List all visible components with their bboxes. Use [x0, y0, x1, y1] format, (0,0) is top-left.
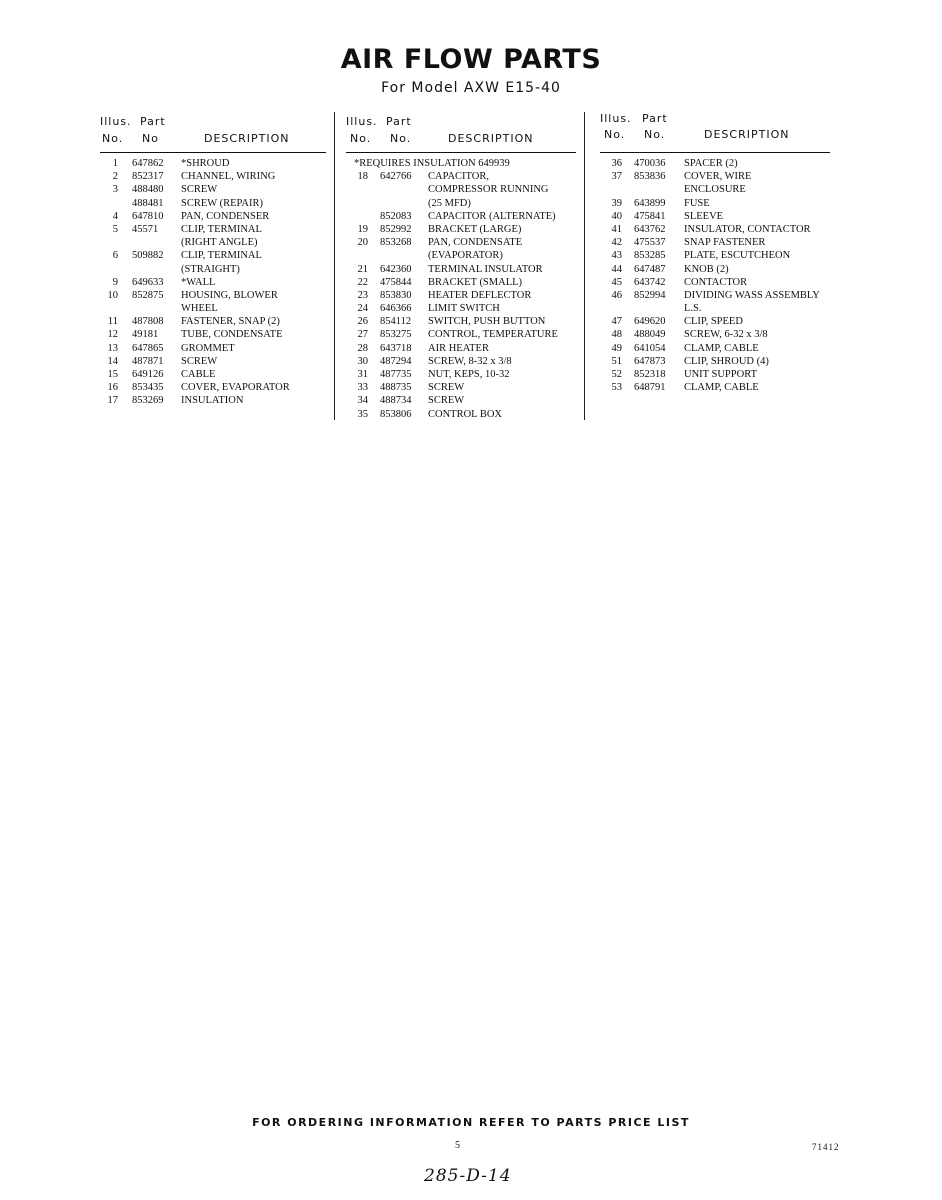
- illus-number: 21: [357, 263, 368, 275]
- table-row: [100, 276, 326, 289]
- part-number: 475844: [380, 276, 412, 288]
- table-row: [600, 289, 830, 302]
- part-description: DIVIDING WASS ASSEMBLY: [684, 289, 820, 301]
- part-description: SNAP FASTENER: [684, 237, 766, 249]
- illus-number: 16: [107, 382, 118, 394]
- illus-number: 2: [112, 171, 118, 183]
- part-number: 853268: [380, 237, 412, 249]
- table-row: [100, 328, 326, 341]
- table-row: [346, 183, 576, 196]
- part-description: HOUSING, BLOWER: [181, 289, 278, 301]
- part-number: 643899: [634, 197, 666, 209]
- part-description: (RIGHT ANGLE): [181, 237, 258, 249]
- part-number: 853285: [634, 250, 666, 262]
- illus-number: 12: [107, 329, 118, 341]
- table-row: [100, 223, 326, 236]
- part-description: CLIP, TERMINAL: [181, 250, 262, 262]
- table-row: [100, 157, 326, 170]
- illus-number: 37: [611, 171, 622, 183]
- part-description: COVER, EVAPORATOR: [181, 382, 290, 394]
- parts-column-2: [346, 112, 576, 421]
- part-description: WHEEL: [181, 303, 218, 315]
- part-number: 854112: [380, 316, 412, 328]
- illus-number: 6: [112, 250, 118, 262]
- table-row: [100, 342, 326, 355]
- parts-column-1: [100, 112, 326, 408]
- part-number: 649620: [634, 316, 666, 328]
- table-row: [346, 302, 576, 315]
- illus-number: 28: [357, 342, 368, 354]
- part-number: 487735: [380, 369, 412, 381]
- part-description: SCREW, 8-32 x 3/8: [428, 355, 512, 367]
- illus-number: 51: [611, 355, 622, 367]
- part-number: 49181: [132, 329, 159, 341]
- part-number: 488735: [380, 382, 412, 394]
- part-description: SLEEVE: [684, 210, 724, 222]
- table-row: [100, 368, 326, 381]
- table-row: [600, 223, 830, 236]
- header-description: DESCRIPTION: [448, 132, 534, 145]
- part-description: AIR HEATER: [428, 342, 489, 354]
- parts-column-3: [600, 112, 830, 394]
- part-number: 641054: [634, 342, 666, 354]
- table-row: [346, 236, 576, 249]
- table-row: [346, 368, 576, 381]
- header-part-no: No: [142, 132, 159, 145]
- table-row: [600, 342, 830, 355]
- part-number: 475537: [634, 237, 666, 249]
- table-row: [346, 197, 576, 210]
- table-row: [100, 249, 326, 262]
- part-number: 488481: [132, 197, 164, 209]
- table-row: [346, 328, 576, 341]
- table-row: [100, 263, 326, 276]
- illus-number: 47: [611, 316, 622, 328]
- table-row: [600, 236, 830, 249]
- part-description: *SHROUD: [181, 158, 230, 169]
- part-description: SCREW, 6-32 x 3/8: [684, 329, 768, 341]
- part-description: (STRAIGHT): [181, 263, 240, 275]
- parts-list: [346, 170, 576, 421]
- illus-number: 39: [611, 197, 622, 209]
- part-description: INSULATION: [181, 395, 244, 407]
- illus-number: 13: [107, 342, 118, 354]
- table-row: [100, 302, 326, 315]
- part-description: SCREW: [181, 355, 218, 367]
- illus-number: 27: [357, 329, 368, 341]
- part-description: CONTROL BOX: [428, 408, 502, 420]
- part-description: SCREW (REPAIR): [181, 197, 263, 209]
- part-description: SCREW: [428, 382, 465, 394]
- header-part-no: No.: [644, 128, 666, 141]
- part-description: HEATER DEFLECTOR: [428, 289, 532, 301]
- part-number: 488049: [634, 329, 666, 341]
- part-number: 643742: [634, 276, 666, 288]
- column-divider: [334, 112, 335, 420]
- page-subtitle: For Model AXW E15-40: [381, 80, 561, 96]
- table-row: [346, 263, 576, 276]
- part-description: CHANNEL, WIRING: [181, 171, 276, 183]
- part-number: 45571: [132, 223, 159, 235]
- part-number: 475841: [634, 210, 666, 222]
- table-row: [346, 408, 576, 421]
- part-number: 852875: [132, 289, 164, 301]
- illus-number: 5: [112, 223, 118, 235]
- parts-list: [100, 153, 326, 408]
- table-row: [346, 342, 576, 355]
- part-description: *WALL: [181, 276, 216, 288]
- illus-number: 17: [107, 395, 118, 407]
- part-description: FUSE: [684, 197, 710, 209]
- table-row: [600, 328, 830, 341]
- table-row: [600, 263, 830, 276]
- part-description: CONTROL, TEMPERATURE: [428, 329, 558, 341]
- header-illus: Illus.: [346, 115, 378, 128]
- table-row: [600, 157, 830, 170]
- illus-number: 43: [611, 250, 622, 262]
- illus-number: 15: [107, 369, 118, 380]
- part-number: 853435: [132, 382, 164, 394]
- part-number: 488734: [380, 395, 412, 407]
- part-number: 648791: [634, 382, 666, 394]
- illus-number: 26: [357, 316, 368, 328]
- illus-number: 3: [112, 184, 118, 196]
- table-row: [600, 276, 830, 289]
- part-number: 649633: [132, 276, 164, 288]
- part-description: TUBE, CONDENSATE: [181, 329, 283, 341]
- part-number: 643718: [380, 342, 412, 354]
- illus-number: 41: [611, 223, 622, 235]
- illus-number: 19: [357, 223, 368, 235]
- part-description: (EVAPORATOR): [428, 250, 503, 262]
- illus-number: 9: [112, 276, 118, 288]
- part-description: PAN, CONDENSER: [181, 210, 270, 222]
- document-number: 71412: [812, 1142, 840, 1152]
- part-number: 487294: [380, 355, 412, 367]
- part-number: 647810: [132, 210, 164, 222]
- part-description: FASTENER, SNAP (2): [181, 316, 280, 328]
- part-description: SWITCH, PUSH BUTTON: [428, 316, 546, 328]
- part-description: INSULATOR, CONTACTOR: [684, 223, 811, 235]
- header-description: DESCRIPTION: [204, 132, 290, 145]
- part-description: ENCLOSURE: [684, 184, 746, 196]
- table-row: [600, 170, 830, 183]
- part-description: LIMIT SWITCH: [428, 303, 500, 315]
- table-row: [346, 381, 576, 394]
- part-description: CLAMP, CABLE: [684, 342, 759, 354]
- illus-number: 45: [611, 276, 622, 288]
- part-description: TERMINAL INSULATOR: [428, 263, 543, 275]
- header-no: No.: [350, 132, 372, 145]
- illus-number: 11: [107, 316, 118, 328]
- part-number: 470036: [634, 158, 666, 169]
- part-description: SCREW: [428, 395, 465, 407]
- part-description: CABLE: [181, 369, 216, 380]
- part-number: 509882: [132, 250, 164, 262]
- page-number: 5: [455, 1140, 460, 1151]
- part-description: COMPRESSOR RUNNING: [428, 184, 549, 196]
- table-row: [346, 355, 576, 368]
- table-row: [600, 355, 830, 368]
- header-part: Part: [140, 115, 166, 128]
- table-row: [100, 289, 326, 302]
- part-number: 853830: [380, 289, 412, 301]
- part-description: NUT, KEPS, 10-32: [428, 369, 510, 381]
- illus-number: 33: [357, 382, 368, 394]
- table-row: [600, 249, 830, 262]
- part-number: 647862: [132, 158, 164, 169]
- table-row: [100, 236, 326, 249]
- illus-number: 24: [357, 303, 368, 315]
- illus-number: 52: [611, 369, 622, 380]
- part-number: 647865: [132, 342, 164, 354]
- table-row: [600, 315, 830, 328]
- part-description: CLIP, SHROUD (4): [684, 355, 769, 367]
- illus-number: 30: [357, 355, 368, 367]
- part-number: 487808: [132, 316, 164, 328]
- table-row: [346, 249, 576, 262]
- header-illus: Illus.: [100, 115, 132, 128]
- part-number: 647873: [634, 355, 666, 367]
- part-description: PLATE, ESCUTCHEON: [684, 250, 791, 262]
- part-number: 647487: [634, 263, 666, 275]
- table-row: [100, 394, 326, 407]
- illus-number: 53: [611, 382, 622, 394]
- table-row: [346, 276, 576, 289]
- ordering-info-footer: FOR ORDERING INFORMATION REFER TO PARTS PRICE LIST: [252, 1116, 690, 1129]
- table-row: [600, 302, 830, 315]
- header-part: Part: [642, 112, 668, 125]
- header-part: Part: [386, 115, 412, 128]
- part-description: CLAMP, CABLE: [684, 382, 759, 394]
- illus-number: 1: [112, 158, 118, 169]
- part-number: 649126: [132, 369, 164, 380]
- illus-number: 22: [357, 276, 368, 288]
- part-description: BRACKET (LARGE): [428, 223, 522, 235]
- header-description: DESCRIPTION: [704, 128, 790, 141]
- column-header: [100, 112, 326, 153]
- illus-number: 4: [112, 210, 118, 222]
- part-description: COVER, WIRE: [684, 171, 752, 183]
- table-row: [346, 210, 576, 223]
- part-number: 643762: [634, 223, 666, 235]
- part-description: CLIP, SPEED: [684, 316, 743, 328]
- header-no: No.: [604, 128, 626, 141]
- header-no: No.: [102, 132, 124, 145]
- table-row: [346, 394, 576, 407]
- table-row: [346, 223, 576, 236]
- part-number: 487871: [132, 355, 164, 367]
- part-number: 853836: [634, 171, 666, 183]
- illus-number: 36: [611, 158, 622, 169]
- part-description: CLIP, TERMINAL: [181, 223, 262, 235]
- table-row: [100, 355, 326, 368]
- table-row: [346, 170, 576, 183]
- part-number: 852994: [634, 289, 666, 301]
- table-row: [100, 315, 326, 328]
- part-description: UNIT SUPPORT: [684, 369, 757, 380]
- table-row: [600, 183, 830, 196]
- part-description: BRACKET (SMALL): [428, 276, 523, 288]
- illus-number: 14: [107, 355, 118, 367]
- table-row: [100, 170, 326, 183]
- part-description: KNOB (2): [684, 263, 729, 275]
- table-row: [600, 368, 830, 381]
- part-number: 646366: [380, 303, 412, 315]
- part-number: 853275: [380, 329, 412, 341]
- insulation-note: *REQUIRES INSULATION 649939: [354, 158, 510, 169]
- part-description: GROMMET: [181, 342, 235, 354]
- part-number: 853269: [132, 395, 164, 407]
- part-number: 642766: [380, 171, 412, 183]
- table-row: [100, 210, 326, 223]
- table-row: [346, 289, 576, 302]
- part-description: L.S.: [684, 303, 702, 315]
- table-row: [100, 183, 326, 196]
- column-header: [346, 112, 576, 153]
- part-number: 852083: [380, 210, 412, 222]
- part-number: 853806: [380, 408, 412, 420]
- part-number: 642360: [380, 263, 412, 275]
- header-illus: Illus.: [600, 112, 632, 125]
- part-number: 852992: [380, 223, 412, 235]
- page-title: AIR FLOW PARTS: [340, 44, 602, 75]
- table-row: [600, 381, 830, 394]
- handwritten-code: 285-D-14: [424, 1166, 512, 1186]
- part-description: CONTACTOR: [684, 276, 748, 288]
- illus-number: 18: [357, 171, 368, 183]
- part-description: SCREW: [181, 184, 218, 196]
- illus-number: 40: [611, 210, 622, 222]
- part-number: 488480: [132, 184, 164, 196]
- illus-number: 49: [611, 342, 622, 354]
- part-number: 852317: [132, 171, 164, 183]
- header-part-no: No.: [390, 132, 412, 145]
- illus-number: 44: [611, 263, 622, 275]
- table-row: [100, 381, 326, 394]
- illus-number: 20: [357, 237, 368, 249]
- part-description: SPACER (2): [684, 158, 738, 169]
- illus-number: 48: [611, 329, 622, 341]
- table-row: [600, 197, 830, 210]
- part-number: 852318: [634, 369, 666, 380]
- illus-number: 42: [611, 237, 622, 249]
- parts-list: [600, 153, 830, 394]
- table-row: [100, 197, 326, 210]
- illus-number: 10: [107, 289, 118, 301]
- part-description: CAPACITOR,: [428, 171, 489, 183]
- illus-number: 35: [357, 408, 368, 420]
- illus-number: 23: [357, 289, 368, 301]
- table-row: [346, 315, 576, 328]
- part-description: CAPACITOR (ALTERNATE): [428, 210, 556, 222]
- part-description: PAN, CONDENSATE: [428, 237, 523, 249]
- column-header: [600, 112, 830, 153]
- table-row: [600, 210, 830, 223]
- illus-number: 31: [357, 369, 368, 381]
- illus-number: 34: [357, 395, 368, 407]
- column-divider: [584, 112, 585, 420]
- illus-number: 46: [611, 289, 622, 301]
- part-description: (25 MFD): [428, 197, 471, 209]
